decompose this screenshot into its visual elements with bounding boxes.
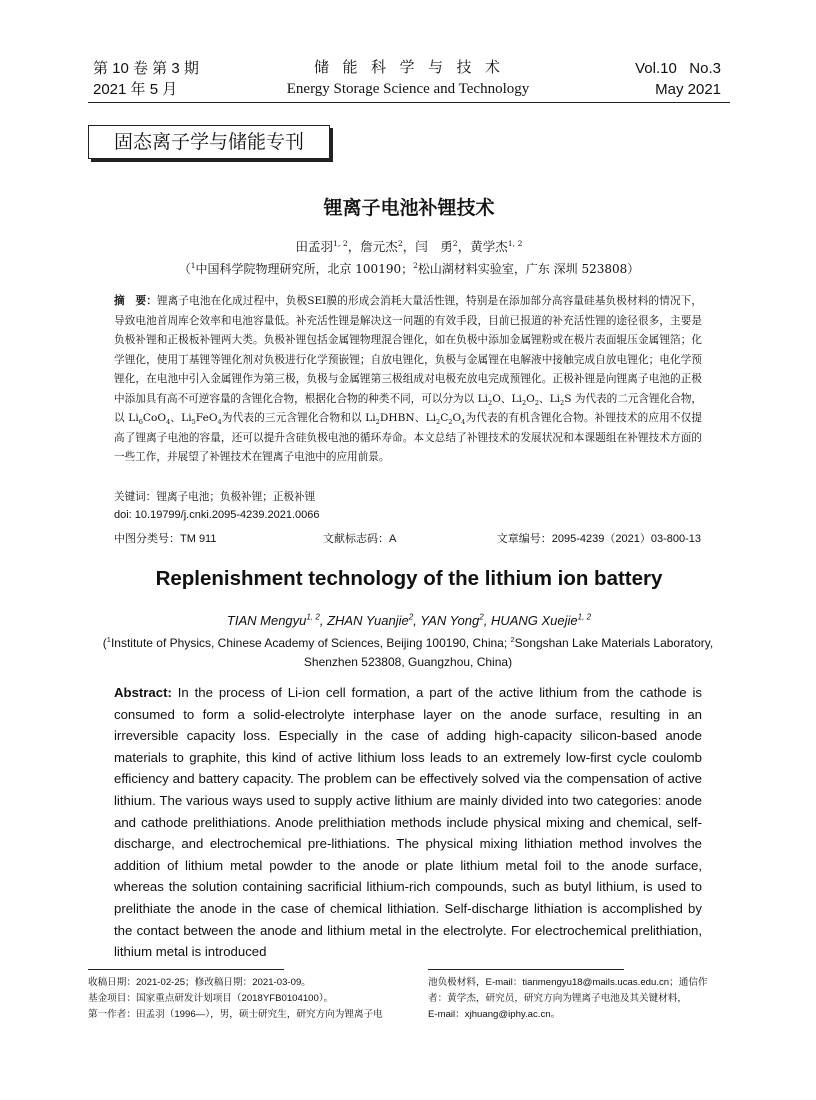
text-segment: （ (178, 262, 191, 276)
text-segment: O (526, 392, 535, 405)
text-segment: 5 (191, 418, 196, 427)
text-segment: 4 (461, 418, 466, 427)
en-affiliation (100, 634, 716, 672)
text-segment: 摘 要： (114, 295, 157, 307)
text-segment: O、Li (492, 392, 522, 405)
text-segment: 为代表的三元含锂化合物和以 Li (221, 412, 376, 424)
text-segment: C (440, 412, 449, 424)
text-segment: 1, 2 (306, 612, 320, 622)
text-segment: TIAN Mengyu (226, 613, 307, 628)
text-segment: ，闫 勇 (402, 239, 453, 254)
text-segment: 、Li (170, 412, 192, 424)
en-title: Replenishment technology of the lithium ion battery (155, 567, 663, 590)
text-segment: FeO (195, 412, 218, 424)
text-segment: 2 (375, 418, 380, 427)
text-segment: ，詹元杰 (347, 239, 398, 254)
text-segment: 中国科学院物理研究所，北京 100190； (195, 262, 414, 276)
journal-volume: Vol.10 No.3 May 2021 (635, 60, 721, 98)
footnote-rule-right (428, 969, 624, 970)
text-segment: Abstract: (114, 685, 172, 700)
en-abstract (114, 682, 702, 963)
text-segment: , YAN Yong (413, 613, 480, 628)
footnotes-left: 收稿日期：2021-02-25；修改稿日期：2021-03-09。 基金项目：国家重点研发计划项目（2018YFB0104100）。 第一作者：田孟羽（1996—），男，硕士研究生，研究方向为锂离子电 (88, 977, 383, 1020)
text-segment: 2 (452, 238, 458, 248)
text-segment: 2 (397, 238, 403, 248)
text-segment: CoO (142, 412, 167, 424)
text-segment: Songshan Lake Materials Laboratory, Shenzhen 523808, Guangzhou, China) (303, 636, 714, 669)
text-segment: 2 (521, 398, 527, 407)
text-segment: 、Li (539, 392, 561, 405)
journal-issue: 第 10 卷 第 3 期 2021 年 5 月 (93, 60, 199, 98)
document-code: 文献标志码：A (323, 533, 397, 545)
text-segment: 1, 2 (507, 238, 523, 248)
text-segment: 2 (436, 418, 441, 427)
cn-title: 锂离子电池补锂技术 (323, 197, 495, 219)
text-segment: Institute of Physics, Chinese Academy of Sciences, Beijing 100190, China; (110, 636, 511, 650)
text-segment: 1 (106, 635, 111, 644)
cn-authors (88, 237, 730, 255)
text-segment: ，黄学杰 (457, 239, 508, 254)
footnotes-right: 池负极材料，E-mail：tianmengyu18@mails.ucas.edu.cn；通信作 者：黄学杰，研究员，研究方向为锂离子电池及其关键材料， E-mail：xjhuang@iphy.ac.cn。 (428, 977, 708, 1020)
text-segment: 2 (534, 398, 540, 407)
clc-number: 中图分类号：TM 911 (114, 533, 217, 545)
journal-name: 储 能 科 学 与 技 术 Energy Storage Science and Technology (286, 60, 530, 97)
article-number: 文章编号：2095-4239（2021）03-800-13 (496, 533, 701, 545)
text-segment: 2 (448, 418, 453, 427)
cn-keywords: 关键词：锂离子电池；负极补锂；正极补锂 (114, 491, 316, 503)
text-segment: 4 (217, 418, 222, 427)
text-segment: 为代表的有机含锂化合物。补锂技术的应用不仅提高了锂离子电池的容量，还可以提升含硅负极电池的循环寿命。本文总结了补锂技术的发展状况和本课题组在补锂技术方面的一些工作，并展望了补锂技术在锂离子电池中的应用前景。 (114, 412, 702, 463)
text-segment: , ZHAN Yuanjie (319, 613, 409, 628)
text-segment: 2 (413, 261, 418, 270)
section-tag: 固态离子学与储能专刊 (88, 125, 330, 159)
text-segment: 6 (138, 418, 143, 427)
text-segment: ( (102, 636, 107, 650)
text-segment: 田孟羽 (295, 239, 333, 254)
header-rule (88, 102, 730, 103)
text-segment: O (452, 412, 462, 424)
en-authors (88, 613, 730, 628)
text-segment: 2 (479, 612, 484, 622)
text-segment: 1 (190, 261, 196, 270)
text-segment: , HUANG Xuejie (483, 613, 578, 628)
text-segment: 2 (560, 398, 565, 407)
text-segment: 2 (408, 612, 414, 622)
cn-affiliation (88, 260, 730, 277)
cn-abstract (114, 292, 702, 468)
text-segment: 2 (488, 398, 493, 407)
text-segment: 松山湖材料实验室，广东 深圳 523808） (417, 262, 640, 276)
text-segment: In the process of Li-ion cell formation, a part of the active lithium from the cathode is consumed to form a solid-electrolyte interphase layer on the anode surface, resulting in an irreversible capacity loss. Especially in the case of adding high-capacity silicon-based anode materials to graphite, this kind of active lithium loss leads to an extremely low-first cycle coulomb efficiency and battery capacity. The problem can be effectively solved via the compensation of active lithium. The various ways used to supply active lithium are mainly divided into two categories: anode and cathode prelithiations. Anode prelithiation methods include physical mixing and chemical, self-discharge, and electrochemical pre-lithiations. The physical mixing lithiation method involves the addition of lithium metal powder to the anode or plate lithium metal foil to the anode surface, whereas the solution containing sacrificial lithium-rich compounds, such as butyl lithium, is used to prelithiate the anode in the case of chemical lithiation. Self-discharge lithiation is accomplished by the contact between the anode and lithium metal in the electrolyte. For electrochemical prelithiation, lithium metal is introduced (114, 685, 702, 960)
footnote-rule-left (88, 969, 284, 970)
text-segment: 2 (510, 635, 515, 644)
text-segment: 1, 2 (577, 612, 592, 622)
text-segment: DHBN、Li (379, 412, 436, 424)
text-segment: S 为代表的二元含锂化合物，以 Li (114, 392, 703, 424)
text-segment: 锂离子电池在化成过程中，负极SEI膜的形成会消耗大量活性锂，特别是在添加部分高容量硅基负极材料的情况下，导致电池首周库仑效率和电池容量低。补充活性锂是解决这一问题的有效手段，目前已报道的补充活性锂的途径很多，主要是负极补锂和正极板补锂两大类。负极补锂包括金属锂物理混合锂化，如在负极中添加金属锂粉或在极片表面辊压金属锂箔；化学锂化，使用丁基锂等锂化剂对负极进行化学预嵌锂；自放电锂化，负极与金属锂在电解液中接触完成自放电锂化；电化学预锂化，在电池中引入金属锂作为第三极，负极与金属锂第三极组成对电极充放电完成预锂化。正极补锂是向锂离子电池的正极中添加具有高不可逆容量的含锂化合物，根据化合物的种类不同，可以分为以 Li (114, 295, 703, 405)
doi: doi: 10.19799/j.cnki.2095-4239.2021.0066 (114, 509, 320, 521)
text-segment: 4 (166, 418, 171, 427)
text-segment: 1, 2 (333, 238, 348, 248)
